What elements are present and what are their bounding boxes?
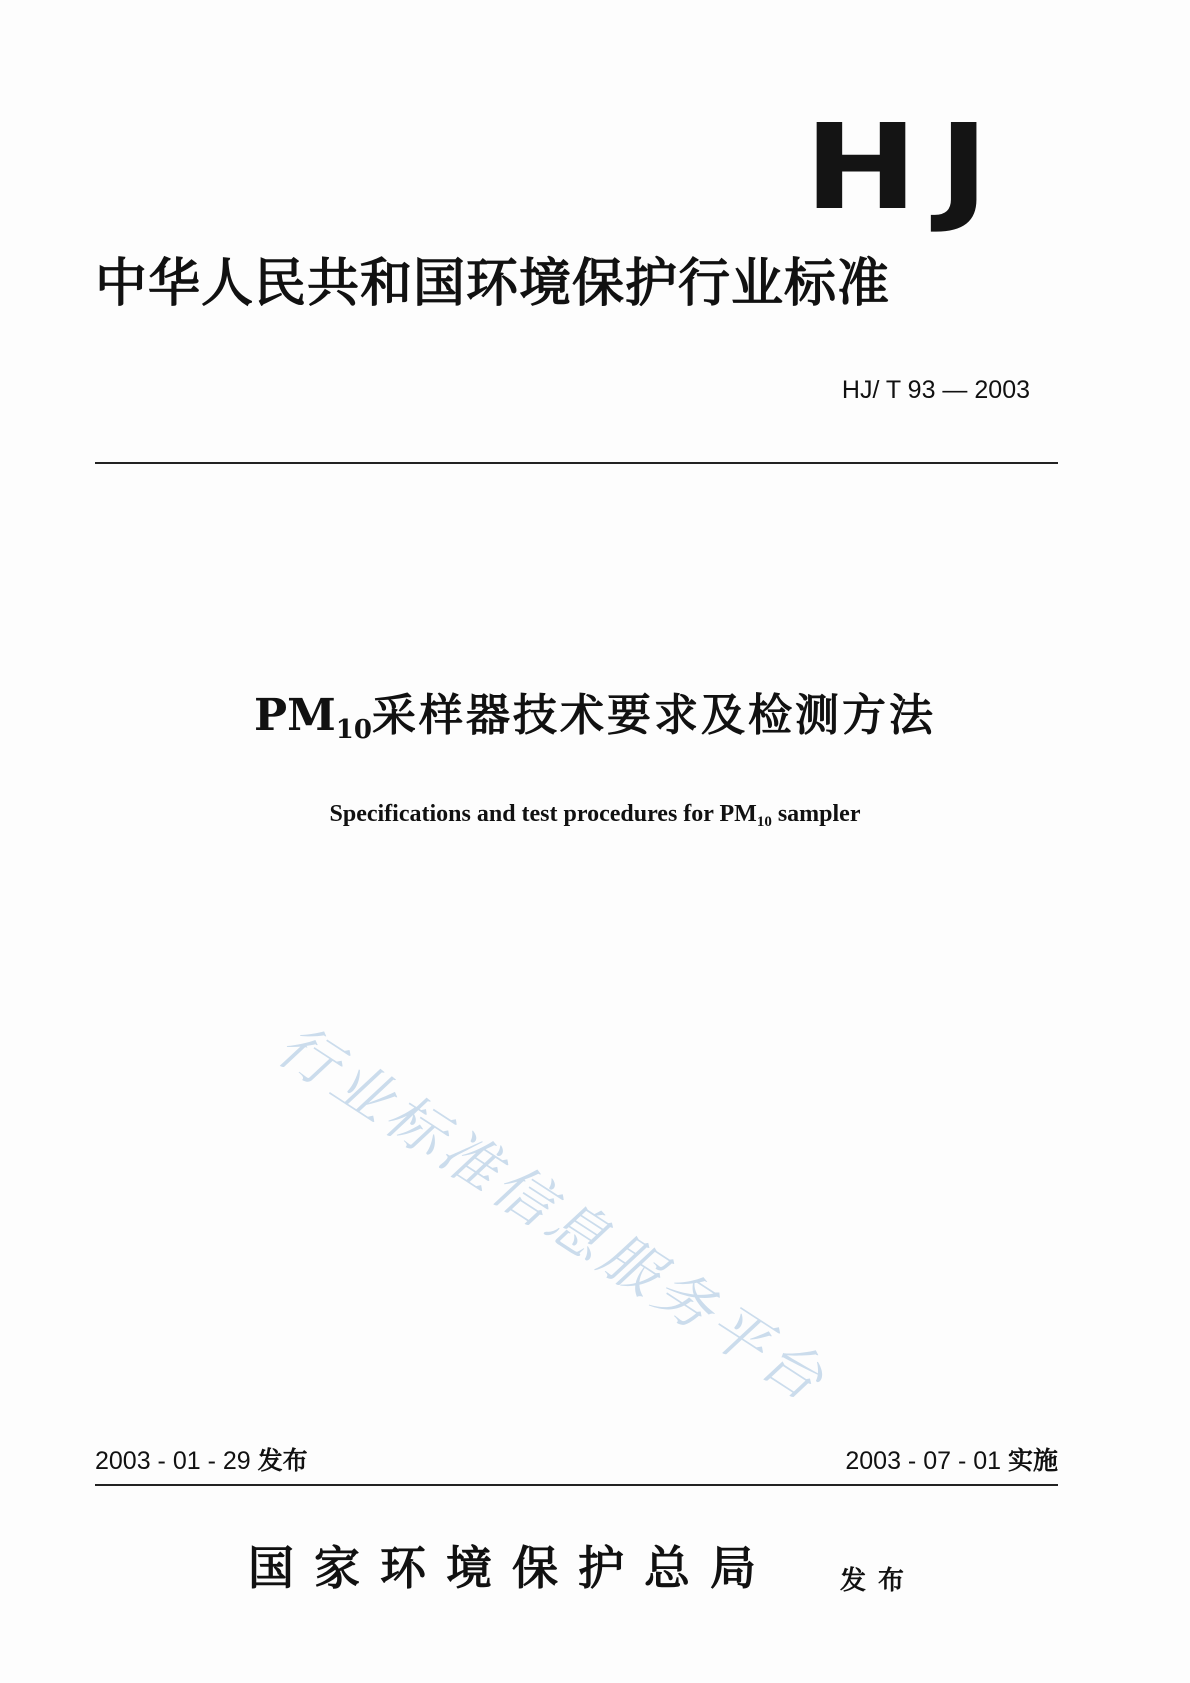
watermark: 行业标准信息服务平台 [265,1010,840,1417]
standard-category-title: 中华人民共和国环境保护行业标准 [95,254,891,314]
hj-logo: HJ [804,98,1010,236]
document-title-subscript: 10 [335,715,372,745]
effective-date-value: 2003 - 07 - 01 [845,1447,1002,1475]
issue-date-label: 发布 [257,1446,308,1475]
document-subtitle [0,802,1190,830]
document-title-prefix: PM [254,690,336,741]
publisher-name: 国家环境保护总局 [248,1541,776,1595]
effective-date-label: 实施 [1007,1446,1058,1475]
document-subtitle-subscript: 10 [756,814,772,830]
document-title-rest: 采样器技术要求及检测方法 [371,690,936,741]
issue-date-value: 2003 - 01 - 29 [95,1447,251,1475]
standard-number: HJ/ T 93 — 2003 [841,376,1030,404]
effective-date [845,1448,1058,1474]
document-subtitle-prefix: Specifications and test procedures for PM [329,801,757,827]
publisher-action: 发布 [840,1566,917,1596]
top-divider [95,462,1058,464]
document-subtitle-suffix: sampler [771,801,861,827]
bottom-divider [95,1484,1058,1486]
document-title [0,690,1190,745]
issue-date [95,1448,308,1474]
